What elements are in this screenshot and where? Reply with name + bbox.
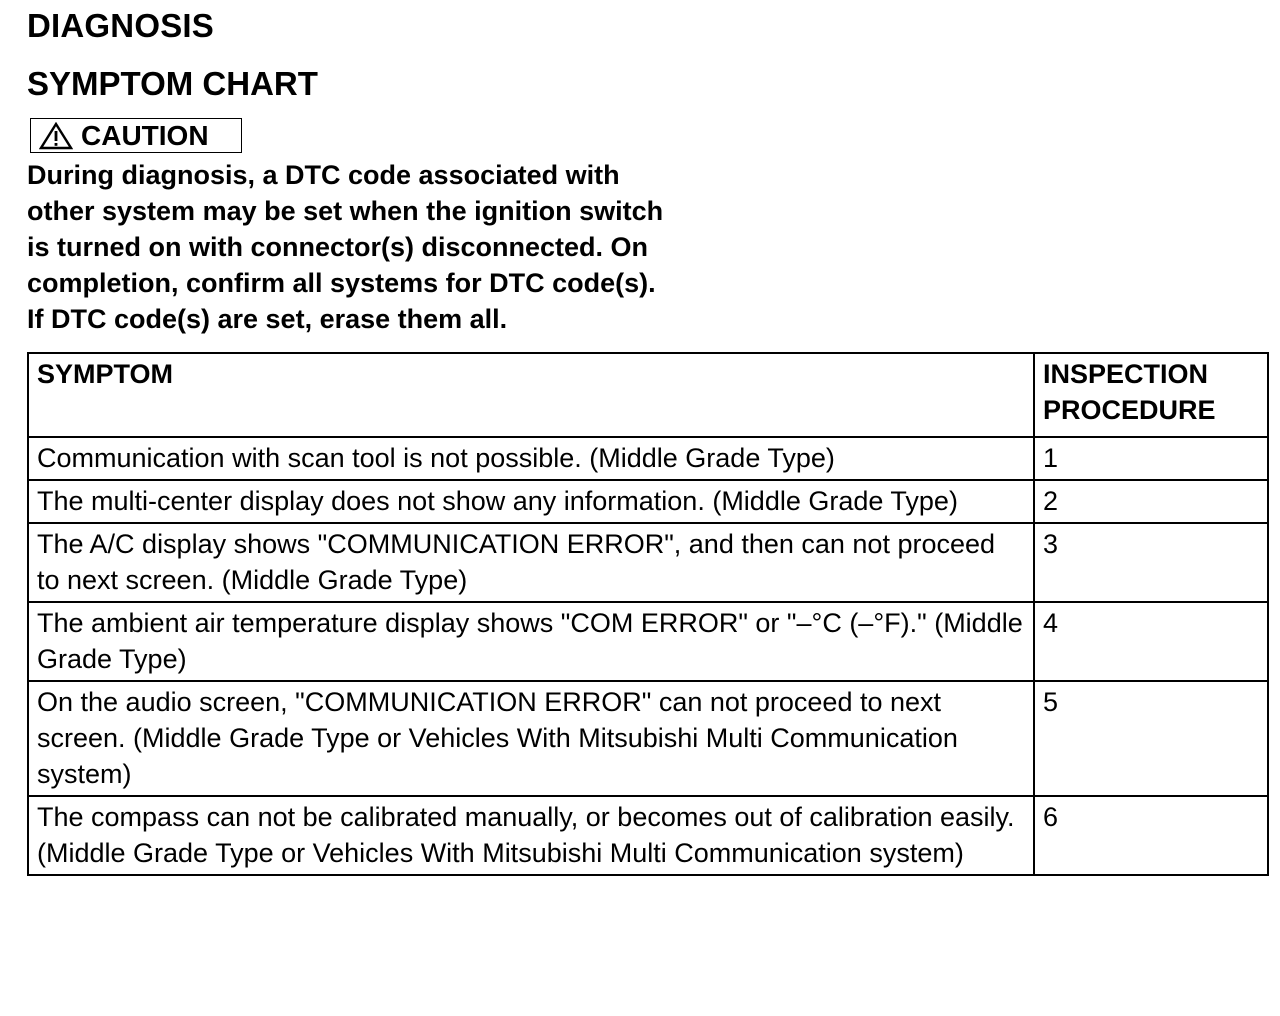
procedure-cell: 2 — [1034, 480, 1268, 523]
symptom-cell: The compass can not be calibrated manually, or becomes out of calibration easily. (Middle Grade Type or Vehicles With Mitsubishi Multi Communication system) — [28, 796, 1034, 875]
symptom-cell: The ambient air temperature display shows "COM ERROR" or "–°C (–°F)." (Middle Grade Type) — [28, 602, 1034, 681]
symptom-table — [27, 352, 1269, 876]
procedure-cell: 4 — [1034, 602, 1268, 681]
table-row — [28, 796, 1268, 875]
procedure-cell: 1 — [1034, 437, 1268, 480]
table-row — [28, 602, 1268, 681]
caution-label-box — [30, 118, 242, 153]
warning-triangle-icon — [39, 122, 73, 150]
symptom-cell: Communication with scan tool is not possible. (Middle Grade Type) — [28, 437, 1034, 480]
procedure-cell: 6 — [1034, 796, 1268, 875]
header-inspection-procedure: INSPECTION PROCEDURE — [1034, 353, 1268, 437]
header-symptom: SYMPTOM — [28, 353, 1034, 437]
section-title: DIAGNOSIS — [27, 7, 214, 44]
table-row — [28, 480, 1268, 523]
table-row — [28, 437, 1268, 480]
symptom-cell: The A/C display shows "COMMUNICATION ERROR", and then can not proceed to next screen. (Middle Grade Type) — [28, 523, 1034, 602]
table-header-row — [28, 353, 1268, 437]
table-row — [28, 523, 1268, 602]
caution-text: During diagnosis, a DTC code associated with other system may be set when the ignition switch is turned on with connector(s) disconnected. On completion, confirm all systems for DTC code(s). If DTC code(s) are set, erase them all. — [27, 160, 664, 334]
caution-label: CAUTION — [81, 119, 209, 151]
procedure-cell: 5 — [1034, 681, 1268, 796]
chart-title: SYMPTOM CHART — [27, 65, 318, 102]
table-row — [28, 681, 1268, 796]
symptom-cell: On the audio screen, "COMMUNICATION ERROR" can not proceed to next screen. (Middle Grade Type or Vehicles With Mitsubishi Multi Communication system) — [28, 681, 1034, 796]
symptom-cell: The multi-center display does not show any information. (Middle Grade Type) — [28, 480, 1034, 523]
procedure-cell: 3 — [1034, 523, 1268, 602]
